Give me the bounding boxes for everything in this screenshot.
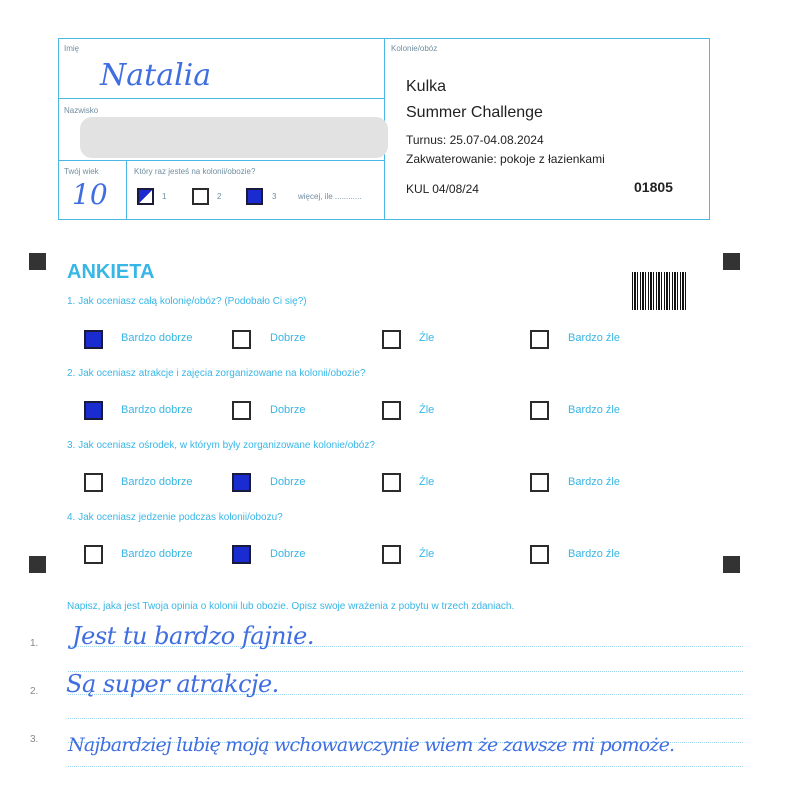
- ktory-raz-checkbox-3[interactable]: [246, 188, 263, 205]
- ktory-raz-option-more: więcej, ile ............: [298, 192, 362, 201]
- q4-checkbox-dobrze[interactable]: [232, 545, 251, 564]
- ktory-raz-option-2: 2: [217, 192, 222, 201]
- opinion-prompt: Napisz, jaka jest Twoja opinia o kolonii lub obozie. Opisz swoje wrażenia z pobytu w trzech zdaniach.: [67, 601, 515, 612]
- zakwaterowanie-text: Zakwaterowanie: pokoje z łazienkami: [406, 152, 605, 166]
- ktory-raz-checkbox-2[interactable]: [192, 188, 209, 205]
- registration-marker-bottom-right: [723, 556, 740, 573]
- question-4-text: 4. Jak oceniasz jedzenie podczas kolonii/obozu?: [67, 512, 283, 523]
- q1-checkbox-bardzo-dobrze[interactable]: [84, 330, 103, 349]
- camp-name-line2: Summer Challenge: [406, 104, 543, 121]
- opinion-dotted-line-2b: [68, 718, 743, 719]
- q1-option-bardzo-zle: Bardzo źle: [568, 332, 620, 344]
- q3-checkbox-bardzo-zle[interactable]: [530, 473, 549, 492]
- kolonie-label: Kolonie/obóz: [391, 44, 438, 53]
- q3-option-dobrze: Dobrze: [270, 476, 306, 488]
- q2-option-bardzo-dobrze: Bardzo dobrze: [121, 404, 193, 416]
- q3-checkbox-dobrze[interactable]: [232, 473, 251, 492]
- q2-checkbox-bardzo-dobrze[interactable]: [84, 401, 103, 420]
- q4-checkbox-zle[interactable]: [382, 545, 401, 564]
- camp-name-line1: Kulka: [406, 78, 447, 95]
- q3-checkbox-bardzo-dobrze[interactable]: [84, 473, 103, 492]
- q3-option-zle: Źle: [419, 476, 435, 488]
- question-2-text: 2. Jak oceniasz atrakcje i zajęcia zorganizowane na kolonii/obozie?: [67, 368, 366, 379]
- nazwisko-label: Nazwisko: [64, 106, 99, 115]
- q1-option-zle: Źle: [419, 332, 435, 344]
- q4-option-bardzo-zle: Bardzo źle: [568, 548, 620, 560]
- q2-checkbox-dobrze[interactable]: [232, 401, 251, 420]
- ktory-raz-option-1: 1: [162, 192, 167, 201]
- q2-option-dobrze: Dobrze: [270, 404, 306, 416]
- registration-marker-bottom-left: [29, 556, 46, 573]
- opinion-line-2: Są super atrakcje.: [66, 670, 279, 698]
- imie-divider: [58, 98, 384, 99]
- imie-label: Imię: [64, 44, 80, 53]
- question-3-text: 3. Jak oceniasz ośrodek, w którym były zorganizowane kolonie/obóz?: [67, 440, 375, 451]
- q2-option-bardzo-zle: Bardzo źle: [568, 404, 620, 416]
- ktory-raz-checkbox-1[interactable]: [137, 188, 154, 205]
- opinion-line-number-1: 1.: [30, 638, 39, 649]
- q2-option-zle: Źle: [419, 404, 435, 416]
- opinion-line-number-2: 2.: [30, 686, 39, 697]
- ktory-raz-label: Który raz jesteś na kolonii/obozie?: [134, 167, 256, 176]
- q1-option-bardzo-dobrze: Bardzo dobrze: [121, 332, 193, 344]
- q4-checkbox-bardzo-zle[interactable]: [530, 545, 549, 564]
- wiek-divider: [126, 160, 127, 220]
- opinion-line-1: Jest tu bardzo fajnie.: [72, 622, 314, 650]
- registration-marker-top-left: [29, 253, 46, 270]
- barcode: [632, 272, 688, 310]
- opinion-dotted-line-3b: [68, 766, 743, 767]
- q2-checkbox-bardzo-zle[interactable]: [530, 401, 549, 420]
- q1-option-dobrze: Dobrze: [270, 332, 306, 344]
- q4-checkbox-bardzo-dobrze[interactable]: [84, 545, 103, 564]
- q2-checkbox-zle[interactable]: [382, 401, 401, 420]
- q1-checkbox-dobrze[interactable]: [232, 330, 251, 349]
- imie-value: Natalia: [100, 58, 212, 93]
- camp-code: KUL 04/08/24: [406, 182, 479, 196]
- q3-checkbox-zle[interactable]: [382, 473, 401, 492]
- turnus-text: Turnus: 25.07-04.08.2024: [406, 133, 544, 147]
- form-number: 01805: [634, 179, 673, 195]
- ktory-raz-option-3: 3: [272, 192, 277, 201]
- wiek-label: Twój wiek: [64, 167, 99, 176]
- nazwisko-divider: [58, 160, 384, 161]
- q4-option-bardzo-dobrze: Bardzo dobrze: [121, 548, 193, 560]
- question-1-text: 1. Jak oceniasz całą kolonię/obóz? (Podobało Ci się?): [67, 296, 307, 307]
- redaction-overlay: [80, 117, 388, 158]
- q1-checkbox-zle[interactable]: [382, 330, 401, 349]
- opinion-line-3: Najbardziej lubię moją wchowawczynie wiem że zawsze mi pomoże.: [68, 734, 675, 756]
- q3-option-bardzo-dobrze: Bardzo dobrze: [121, 476, 193, 488]
- q1-checkbox-bardzo-zle[interactable]: [530, 330, 549, 349]
- registration-marker-top-right: [723, 253, 740, 270]
- wiek-value: 10: [72, 178, 108, 211]
- opinion-line-number-3: 3.: [30, 734, 39, 745]
- q4-option-zle: Źle: [419, 548, 435, 560]
- survey-title: ANKIETA: [67, 261, 155, 283]
- q3-option-bardzo-zle: Bardzo źle: [568, 476, 620, 488]
- q4-option-dobrze: Dobrze: [270, 548, 306, 560]
